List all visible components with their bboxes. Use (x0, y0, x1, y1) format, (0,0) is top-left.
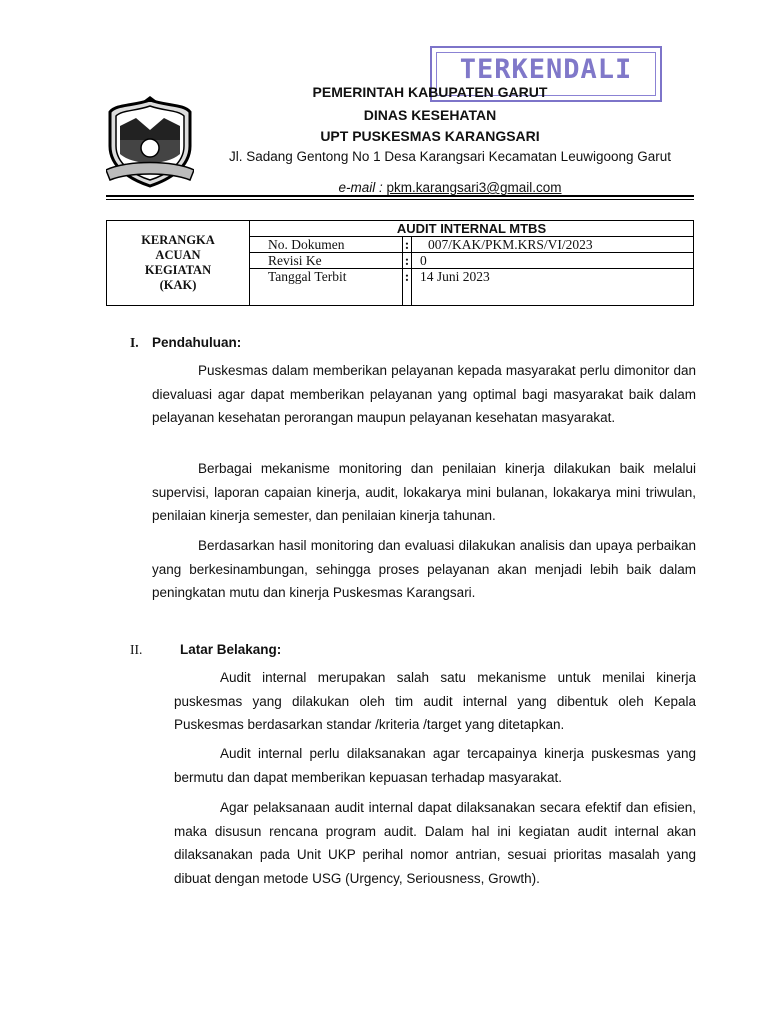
garut-regency-emblem-icon (106, 96, 194, 188)
row-colon: : (403, 237, 412, 253)
kak-label-line: KEGIATAN (144, 263, 212, 277)
section-2-number: II. (130, 642, 143, 657)
kak-label-line: (KAK) (159, 278, 197, 292)
row-label: No. Dokumen (250, 237, 403, 253)
header-email-line (210, 180, 690, 195)
row-colon: : (403, 253, 412, 269)
row-label: Revisi Ke (250, 253, 403, 269)
row-colon: : (403, 269, 412, 306)
header-agency: DINAS KESEHATAN (363, 107, 497, 123)
header-rule-thick (106, 195, 694, 197)
header-government: PEMERINTAH KABUPATEN GARUT (312, 84, 548, 100)
row-label: Tanggal Terbit (250, 269, 403, 306)
section-1-title: Pendahuluan: (152, 335, 242, 350)
stamp-text: TERKENDALI (459, 54, 633, 85)
section-2-paragraph: Audit internal perlu dilaksanakan agar tercapainya kinerja puskesmas yang bermutu dan dapat memberikan kepuasan terhadap masyarakat. (174, 746, 696, 785)
section-1-paragraph: Berdasarkan hasil monitoring dan evaluasi dilakukan analisis dan upaya perbaikan yang berkesinambungan, sehingga proses pelayanan akan menjadi lebih baik dalam peningkatan mutu dan kinerja Puskesmas Karangsari. (152, 538, 696, 600)
header-address: Jl. Sadang Gentong No 1 Desa Karangsari Kecamatan Leuwigoong Garut (228, 149, 672, 164)
document-info-table (106, 220, 694, 306)
kak-label-line: KERANGKA (141, 233, 215, 247)
section-1-number: I. (130, 335, 139, 350)
section-2-paragraph: Audit internal merupakan salah satu mekanisme untuk menilai kinerja puskesmas yang dilakukan oleh tim audit internal yang dibentuk oleh Kepala Puskesmas berdasarkan standar /kriteria /target yang ditetapkan. (174, 670, 696, 732)
row-value: 007/KAK/PKM.KRS/VI/2023 (412, 237, 694, 253)
section-2-paragraph: Agar pelaksanaan audit internal dapat dilaksanakan secara efektif dan efisien, maka disusun rencana program audit. Dalam hal ini kegiatan audit internal akan dilaksanakan pada Unit UKP perihal nomor antrian, sesuai prioritas masalah yang dibuat dengan metode USG (Urgency, Seriousness, Growth). (174, 800, 696, 886)
row-value: 0 (412, 253, 694, 269)
section-1-paragraph: Berbagai mekanisme monitoring dan penilaian kinerja dilakukan baik melalui supervisi, laporan capaian kinerja, audit, lokakarya mini bulanan, lokakarya mini triwulan, penilaian kinerja semester, dan penilaian kinerja tahunan. (152, 461, 696, 523)
email-link[interactable]: pkm.karangsari3@gmail.com (386, 180, 562, 195)
document-title: AUDIT INTERNAL MTBS (250, 221, 694, 237)
email-label: e-mail : (338, 180, 383, 195)
header-rule-thin (106, 199, 694, 200)
section-2-title: Latar Belakang: (180, 642, 282, 657)
section-1-paragraph: Puskesmas dalam memberikan pelayanan kepada masyarakat perlu dimonitor dan dievaluasi agar dapat memberikan pelayanan yang optimal bagi masyarakat baik dalam pelayanan kesehatan perorangan maupun pelayanan kesehatan masyarakat. (152, 363, 696, 425)
row-value: 14 Juni 2023 (412, 269, 694, 306)
kak-label-line: ACUAN (155, 248, 201, 262)
header-institution: UPT PUSKESMAS KARANGSARI (320, 128, 540, 144)
kak-label-cell (107, 221, 250, 306)
